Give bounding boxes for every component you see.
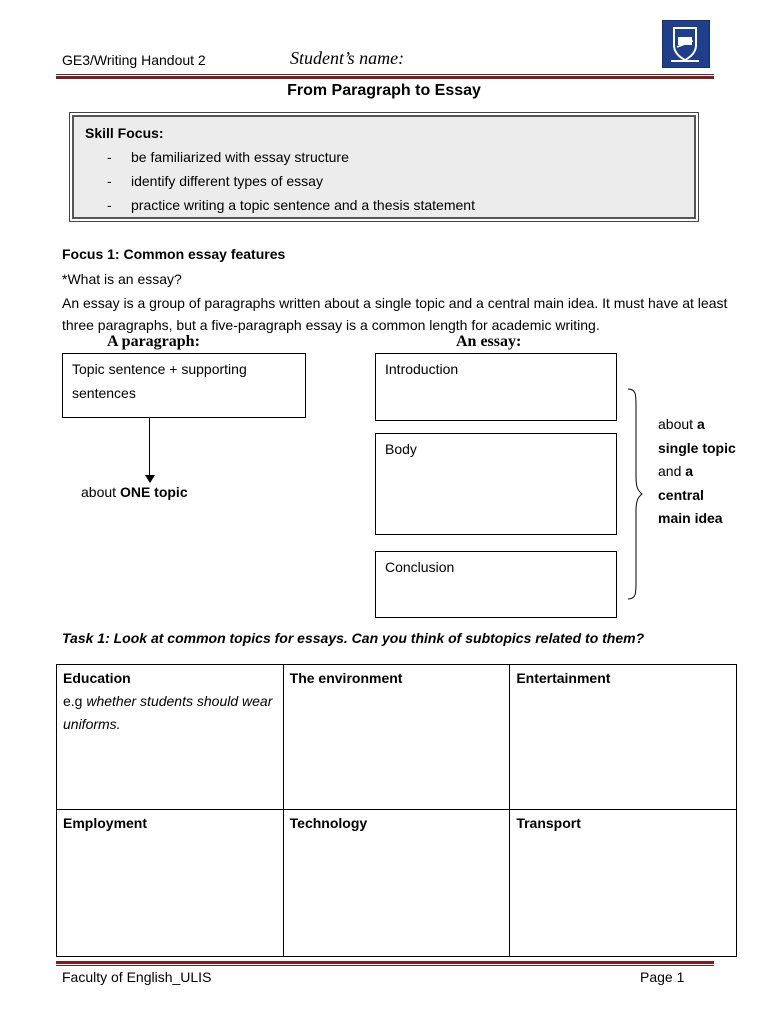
topic-title: Education [63, 670, 131, 686]
course-label: GE3/Writing Handout 2 [62, 52, 206, 68]
topic-cell[interactable] [57, 665, 284, 810]
skill-focus-heading: Skill Focus: [85, 125, 164, 141]
arrow-line [149, 418, 150, 478]
university-logo-icon [662, 20, 710, 68]
page-title: From Paragraph to Essay [287, 82, 481, 99]
skill-item: - be familiarized with essay structure [107, 149, 349, 165]
skill-item: - identify different types of essay [107, 173, 323, 189]
topic-cell[interactable] [57, 810, 284, 957]
topic-cell[interactable] [283, 665, 510, 810]
arrow-down-icon [145, 475, 155, 483]
paragraph-note: about ONE topic [81, 484, 188, 500]
bullet: - [107, 149, 112, 165]
topic-title: The environment [289, 670, 403, 686]
essay-note: about a single topic and a central main idea [658, 416, 736, 526]
bullet: - [107, 173, 112, 189]
topic-title: Employment [63, 815, 148, 831]
topic-cell[interactable] [510, 665, 737, 810]
topic-cell[interactable] [283, 810, 510, 957]
curly-brace-icon [626, 387, 644, 601]
essay-definition: An essay is a group of paragraphs written about a single topic and a central main idea. It must have at least three paragraphs, but a five-paragraph essay is a common length for academic writing. [62, 295, 728, 333]
topic-example: e.g whether students should wear uniforms. [63, 693, 273, 732]
focus1-heading: Focus 1: Common essay features [62, 246, 286, 262]
skill-item: - practice writing a topic sentence and a thesis statement [107, 197, 475, 213]
essay-body-box: Body [375, 433, 617, 535]
essay-conclusion-box: Conclusion [375, 551, 617, 618]
page-number: Page 1 [640, 969, 685, 985]
paragraph-box: Topic sentence + supporting sentences [62, 353, 306, 418]
paragraph-label: A paragraph: [107, 333, 200, 350]
topic-title: Entertainment [516, 670, 611, 686]
essay-label: An essay: [456, 333, 522, 350]
header-rule [56, 74, 714, 79]
task1-prompt: Task 1: Look at common topics for essays. Can you think of subtopics related to them? [62, 630, 645, 646]
footer-rule [56, 961, 714, 966]
table-row [57, 665, 737, 810]
essay-introduction-box: Introduction [375, 353, 617, 421]
bullet: - [107, 197, 112, 213]
table-row [57, 810, 737, 957]
topic-title: Transport [516, 815, 581, 831]
essay-question: *What is an essay? [62, 271, 182, 287]
footer-faculty: Faculty of English_ULIS [62, 969, 212, 985]
student-name-label: Student’s name: [290, 48, 405, 68]
skill-focus-box [69, 112, 699, 222]
topic-cell[interactable] [510, 810, 737, 957]
topic-title: Technology [289, 815, 368, 831]
topics-table [56, 664, 737, 957]
